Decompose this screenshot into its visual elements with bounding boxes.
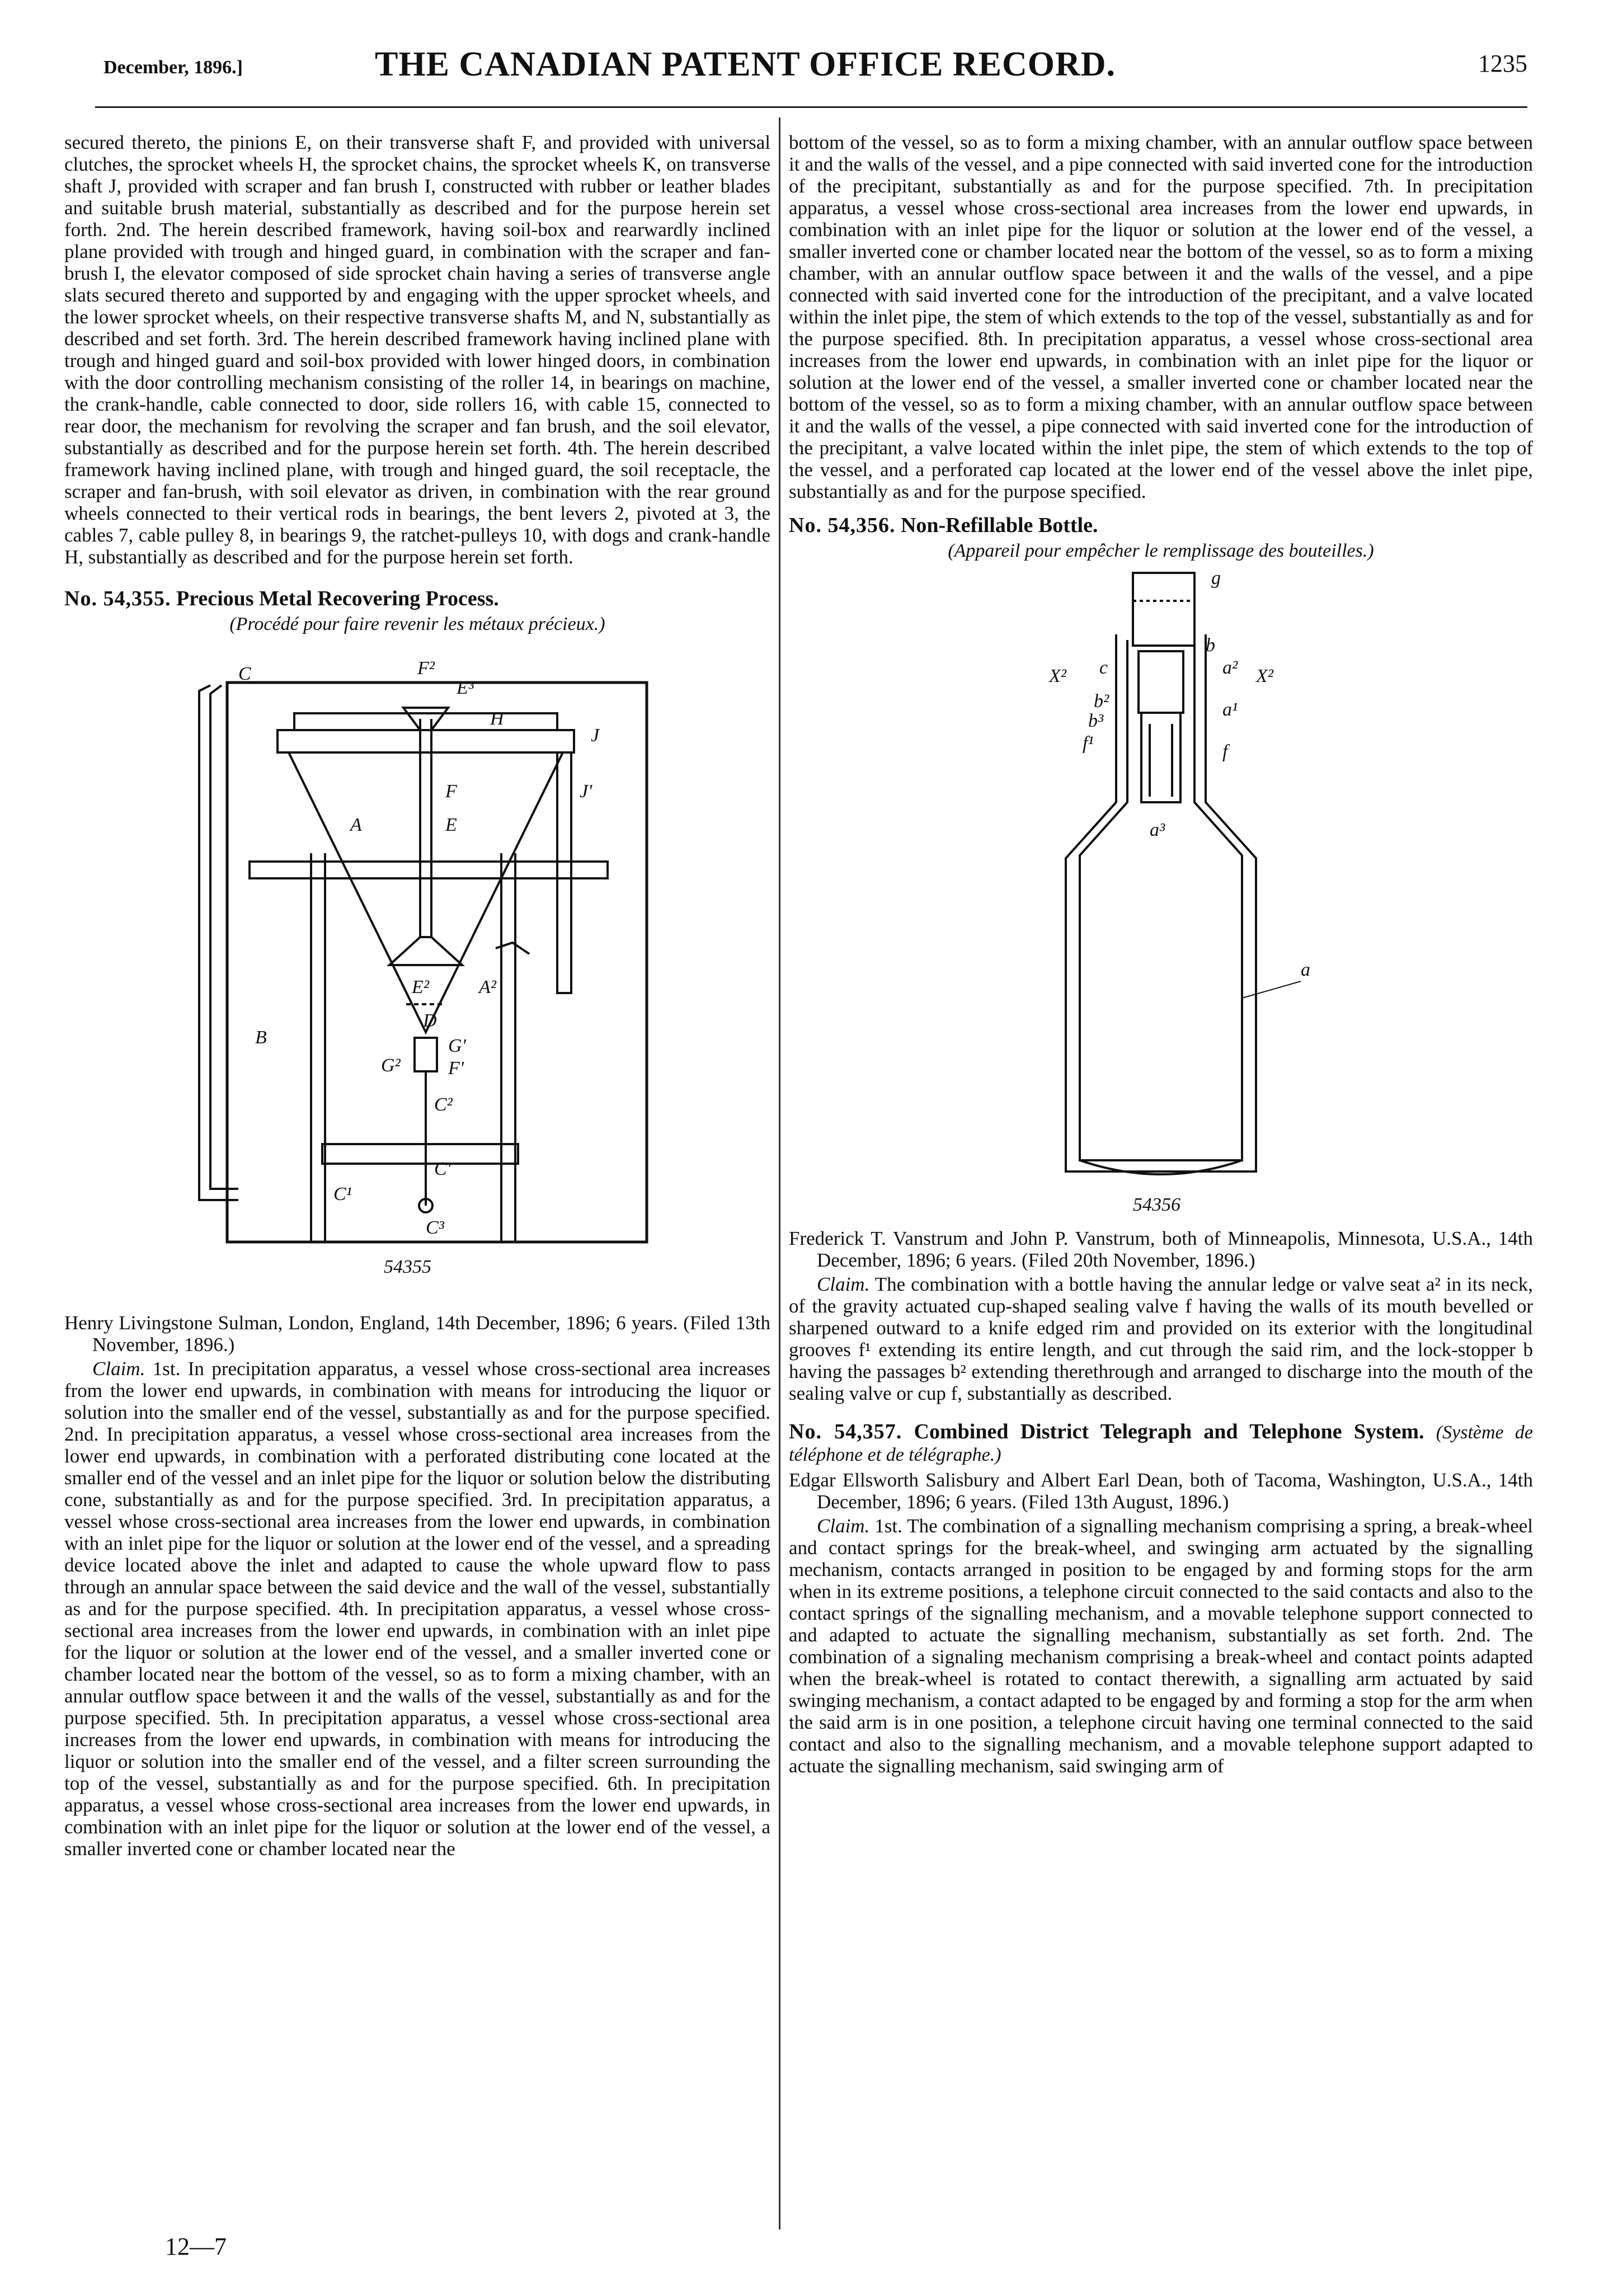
fig2-label: c (1099, 657, 1108, 678)
right-continuation-text: bottom of the vessel, so as to form a mixing chamber, with an annular outflow space between it and the walls of the vessel, and a pipe connected with said inverted cone for the introduction of the precipitant, substantially as and for the purpose specified. 7th. In precipitation apparatus, a vessel whose cross-sectional area increases from the lower end upwards, in combination with an inlet pipe for the liquor or solution at the lower end of the vessel, a smaller inverted cone or chamber located near the bottom of the vessel, so as to form a mixing chamber, with an annular outflow space between it and the walls of the vessel, and a pipe connected with said inverted cone for the introduction of the precipitant, and a valve located within the inlet pipe, the stem of which extends to the top of the vessel, substantially as and for the purpose specified. 8th. In precipitation apparatus, a vessel whose cross-sectional area increases from the lower end upwards, in combination with an inlet pipe for the liquor or solution at the lower end of the vessel, a smaller inverted cone or chamber located near the bottom of the vessel, so as to form a mixing chamber, with an annular outflow space between it and the walls of the vessel, a pipe connected with said inverted cone for the introduction of the precipitant, a valve located within the inlet pipe, the stem of which extends to the top of the vessel, and a perforated cap located at the lower end of the vessel above the inlet pipe, substantially as and for the purpose specified. (789, 131, 1533, 502)
claim-text: The combination with a bottle having the annular ledge or valve seat a² in its neck, of the gravity actuated cup-shaped sealing valve f having the walls of its mouth bevelled or sharpened outward to a knife edged rim and provided on its exterior with the longitudinal grooves f¹ extending its entire length, and cut through the said rim, and the lock-stopper b having the passages b² extending therethrough and arranged to discharge into the mouth of the sealing valve or cup f, substantially as described. (789, 1273, 1534, 1404)
fig2-label: f¹ (1083, 733, 1094, 754)
fig1-label: F² (417, 658, 435, 679)
fig1-label: E (445, 815, 457, 835)
patent-french-title: (Appareil pour empêcher le remplissage des bouteilles.) (948, 540, 1374, 561)
fig1-label: D (423, 1010, 437, 1031)
fig1-label: C¹ (333, 1184, 352, 1205)
signature-mark: 12—7 (165, 2233, 227, 2260)
fig2-label: a³ (1150, 820, 1165, 840)
fig1-label: G² (381, 1055, 401, 1076)
patent-number: No. 54,355. (64, 587, 171, 610)
claim-label: Claim. (817, 1515, 870, 1537)
patent-54356-claim (789, 1273, 1533, 1404)
patent-54356-inventor: Frederick T. Vanstrum and John P. Vanstrum, both of Minneapolis, Minnesota, U.S.A., 14th December, 1896; 6 years. (Filed 20th November, 1896.) (789, 1227, 1533, 1271)
figure-number: 54356 (1133, 1194, 1180, 1215)
patent-54355-heading (64, 588, 770, 610)
patent-54357-inventor: Edgar Ellsworth Salisbury and Albert Earl Dean, both of Tacoma, Washington, U.S.A., 14th December, 1896; 6 years. (Filed 13th August, 1896.) (789, 1469, 1533, 1513)
fig2-label: b² (1094, 691, 1109, 712)
fig2-label: X² (1256, 666, 1273, 686)
left-continuation-text: secured thereto, the pinions E, on their transverse shaft F, and provided with universal clutches, the sprocket wheels H, the sprocket chains, the sprocket wheels K, on transverse shaft J, provided with scraper and fan brush I, constructed with rubber or leather blades and suitable brush material, substantially as described and for the purpose herein set forth. 2nd. The herein described framework, having soil-box and rearwardly inclined plane provided with trough and hinged guard, in combination with the scraper and fan-brush I, the elevator composed of side sprocket chain having a series of transverse angle slats secured thereto and supported by and engaging with the upper sprocket wheels, and the lower sprocket wheels, on their respective transverse shafts M, and N, substantially as described and set forth. 3rd. The herein described framework having inclined plane with trough and hinged guard and soil-box provided with lower hinged doors, in combination with the door controlling mechanism consisting of the roller 14, in bearings on machine, the crank-handle, cable connected to door, side rollers 16, with cable 15, connected to rear door, the mechanism for revolving the scraper and fan brush, and the soil elevator, substantially as described and for the purpose herein set forth. 4th. The herein described framework having inclined plane, with trough and hinged guard, the soil receptacle, the scraper and fan-brush, with soil elevator as driven, in combination with the rear ground wheels connected to their vertical rods in bearings, the bent levers 2, pivoted at 3, the cables 7, cable pulley 8, in bearings 9, the ratchet-pulleys 10, with dogs and crank-handle H, substantially as described and for the purpose herein set forth. (64, 131, 770, 568)
header-rule (95, 106, 1527, 108)
fig1-label: B (255, 1027, 267, 1048)
patent-title: Precious Metal Recovering Process. (176, 587, 499, 610)
left-column (64, 131, 770, 1862)
fig1-label: C (238, 664, 251, 684)
fig2-label: a¹ (1222, 699, 1238, 720)
claim-text: 1st. The combination of a signalling mechanism comprising a spring, a break-wheel and contact springs for the break-wheel, and swinging arm actuated by the signalling mechanism, contacts arranged in position to be engaged by and forming stops for the arm when in its extreme positions, a telephone circuit connected to the said contacts and also to the contact springs of the signalling mechanism, and a movable telephone support connected to and adapted to actuate the signalling mechanism, substantially as set forth. 2nd. The combination of a signaling mechanism comprising a break-wheel and contact points adapted when the break-wheel is rotated to contact therewith, a signalling arm actuated by said swinging mechanism, a contact adapted to be engaged by and forming a stop for the arm when the said arm is in one position, a telephone circuit having one terminal connected to the said contact and also to the signalling mechanism, and a movable telephone support adapted to actuate the signalling mechanism, said swinging arm of (789, 1515, 1533, 1777)
fig1-label: C³ (426, 1217, 444, 1238)
fig1-label: E² (412, 977, 429, 998)
fig1-label: A (350, 815, 362, 835)
patent-french-title: (Procédé pour faire revenir les métaux précieux.) (229, 614, 605, 634)
fig1-label: J (591, 725, 600, 746)
fig1-label: J' (580, 781, 592, 802)
page-number: 1235 (1478, 50, 1527, 77)
claim-label: Claim. (817, 1273, 870, 1295)
fig1-label: F (445, 781, 457, 802)
patent-54356-heading (789, 515, 1533, 537)
patent-54355-claim (64, 1358, 770, 1860)
fig2-label: a (1301, 959, 1310, 980)
fig1-label: A² (479, 977, 496, 998)
fig1-label: E³ (457, 677, 474, 698)
fig2-label: b (1206, 635, 1215, 656)
page-header (95, 45, 1527, 95)
figure-precious-metal-apparatus (166, 641, 669, 1306)
fig2-label: g (1211, 568, 1221, 589)
fig2-label: f (1222, 741, 1228, 762)
figure-non-refillable-bottle (965, 567, 1357, 1222)
fig1-label: C' (434, 1159, 451, 1179)
patent-title: Non-Refillable Bottle. (900, 514, 1098, 537)
column-divider (779, 117, 780, 2229)
patent-54357-claim (789, 1515, 1533, 1777)
claim-label: Claim. (92, 1358, 145, 1380)
patent-french-title: (Système de téléphone et de télégraphe.) (789, 1422, 1534, 1465)
claim-text: 1st. In precipitation apparatus, a vessel whose cross-sectional area increases from the lower end upwards, in combination with means for introducing the liquor or solution into the smaller end of the vessel, substantially as and for the purpose specified. 2nd. In precipitation apparatus, a vessel whose cross-sectional area increases from the lower end upwards, in combination with a perforated distributing cone located at the smaller end of the vessel and an inlet pipe for the liquor or solution below the distributing cone, substantially as and for the purpose specified. 3rd. In precipitation apparatus, a vessel whose cross-sectional area increases from the lower end upwards, in combination with an inlet pipe for the liquor or solution at the lower end of the vessel, and a spreading device located above the inlet and adapted to cause the whole upward flow to pass through an annular space between the said device and the wall of the vessel, substantially as and for the purpose specified. 4th. In precipitation apparatus, a vessel whose cross-sectional area increases from the lower end upwards, in combination with an inlet pipe for the liquor or solution at the lower end of the vessel, and a smaller inverted cone or chamber located near the bottom of the vessel, so as to form a mixing chamber, with an annular outflow space between it and the walls of the vessel, substantially as and for the purpose specified. 5th. In precipitation apparatus, a vessel whose cross-sectional area increases from the lower end upwards, in combination with means for introducing the liquor or solution into the smaller end of the vessel, and a filter screen surrounding the top of the vessel, substantially as and for the purpose specified. 6th. In precipitation apparatus, a vessel whose cross-sectional area increases from the lower end upwards, in combination with an inlet pipe for the liquor or solution at the lower end of the vessel, a smaller inverted cone or chamber located near the (64, 1358, 770, 1860)
fig2-label: b³ (1088, 711, 1104, 731)
patent-54357-heading (789, 1421, 1533, 1466)
right-column (789, 131, 1533, 1779)
fig1-label: C² (434, 1094, 453, 1115)
bottle-drawing (965, 567, 1357, 1222)
fig1-label: G' (448, 1036, 466, 1056)
fig2-label: a² (1222, 657, 1238, 678)
fig1-label: F' (448, 1058, 464, 1079)
patent-title: Combined District Telegraph and Telephone System. (914, 1420, 1424, 1443)
fig1-label: H (490, 708, 504, 729)
apparatus-drawing (166, 641, 669, 1306)
patent-54355-inventor: Henry Livingstone Sulman, London, England, 14th December, 1896; 6 years. (Filed 13th November, 1896.) (64, 1312, 770, 1356)
header-date: December, 1896.] (104, 57, 243, 78)
patent-number: No. 54,357. (789, 1420, 902, 1443)
figure-number: 54355 (384, 1257, 431, 1277)
patent-number: No. 54,356. (789, 514, 896, 537)
journal-title: THE CANADIAN PATENT OFFICE RECORD. (375, 45, 1116, 83)
fig2-label: X² (1049, 666, 1066, 686)
